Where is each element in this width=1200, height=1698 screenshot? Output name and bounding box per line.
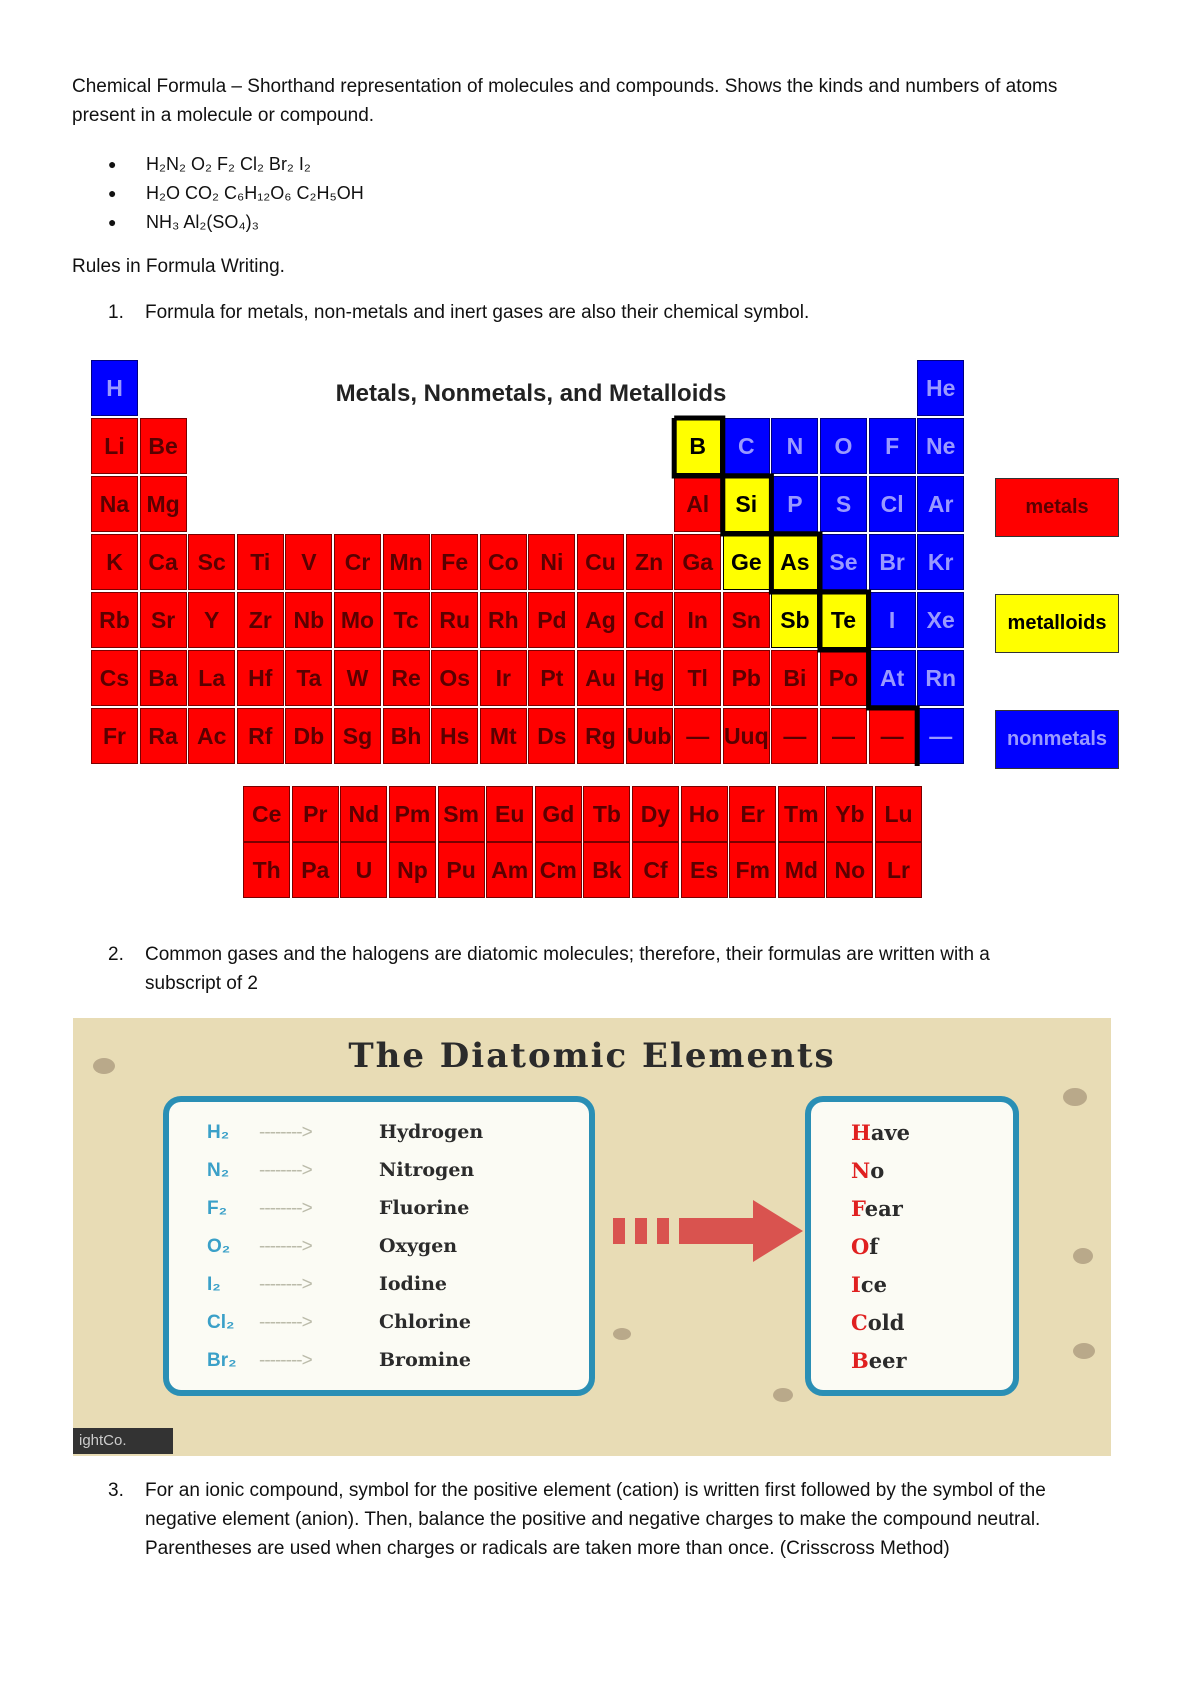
rule-3-number: 3. xyxy=(108,1480,124,1501)
element-cell: Sb xyxy=(771,592,818,648)
decor-blob xyxy=(1063,1088,1087,1106)
element-cell: Nb xyxy=(285,592,332,648)
element-cell: Pu xyxy=(438,842,485,898)
element-cell: Sc xyxy=(188,534,235,590)
element-cell: Sr xyxy=(140,592,187,648)
element-cell: Db xyxy=(285,708,332,764)
element-cell: Tl xyxy=(674,650,721,706)
element-cell: Eu xyxy=(486,786,533,842)
diatomic-name: Oxygen xyxy=(379,1235,458,1257)
diatomic-name: Bromine xyxy=(379,1349,471,1371)
diatomic-symbol: H₂ xyxy=(207,1122,230,1143)
diatomic-symbol: Br₂ xyxy=(207,1350,237,1371)
mnemonic-rest: ave xyxy=(870,1120,911,1145)
element-cell: Cm xyxy=(535,842,582,898)
rule-3-line-1: For an ionic compound, symbol for the positive element (cation) is written first followed by the symbol of the xyxy=(145,1480,1046,1501)
element-cell: Gd xyxy=(535,786,582,842)
element-cell: Kr xyxy=(917,534,964,590)
mnemonic-rest: eer xyxy=(868,1348,907,1373)
element-cell: Hf xyxy=(237,650,284,706)
element-cell: Cs xyxy=(91,650,138,706)
mnemonic-word xyxy=(851,1266,887,1303)
intro-line-2: present in a molecule or compound. xyxy=(72,105,375,126)
element-cell: P xyxy=(771,476,818,532)
element-cell: Se xyxy=(820,534,867,590)
element-cell: As xyxy=(771,534,818,590)
element-cell: Dy xyxy=(632,786,679,842)
element-cell: Rn xyxy=(917,650,964,706)
element-cell: Mo xyxy=(334,592,381,648)
element-cell: Cf xyxy=(632,842,679,898)
element-cell: Zr xyxy=(237,592,284,648)
element-cell: At xyxy=(869,650,916,706)
legend-metalloids: metalloids xyxy=(995,594,1119,653)
element-cell: Re xyxy=(383,650,430,706)
element-cell: Fr xyxy=(91,708,138,764)
diatomic-row xyxy=(169,1152,589,1189)
dotted-arrow-icon: --------> xyxy=(259,1312,312,1333)
element-cell: Be xyxy=(140,418,187,474)
diatomic-symbol: I₂ xyxy=(207,1274,221,1295)
element-cell: Ho xyxy=(681,786,728,842)
intro-line-1: Chemical Formula – Shorthand representation of molecules and compounds. Shows the kinds and numbers of atoms xyxy=(72,76,1058,97)
element-cell: La xyxy=(188,650,235,706)
element-cell: — xyxy=(917,708,964,764)
element-cell: Bh xyxy=(383,708,430,764)
element-cell: Cd xyxy=(626,592,673,648)
mnemonic-initial: H xyxy=(851,1120,871,1145)
element-cell: Ra xyxy=(140,708,187,764)
mnemonic-initial: I xyxy=(851,1272,861,1297)
periodic-table-figure xyxy=(91,360,1121,908)
diatomic-row xyxy=(169,1190,589,1227)
element-cell: — xyxy=(674,708,721,764)
decor-blob xyxy=(1073,1248,1093,1264)
element-cell: Bi xyxy=(771,650,818,706)
mnemonic-initial: F xyxy=(851,1196,865,1221)
legend-nonmetals: nonmetals xyxy=(995,710,1119,769)
bullet-text: H₂O CO₂ C₆H₁₂O₆ C₂H₅OH xyxy=(146,183,364,203)
element-cell: Ta xyxy=(285,650,332,706)
element-cell: Y xyxy=(188,592,235,648)
mnemonic-word xyxy=(851,1304,904,1341)
element-cell: Np xyxy=(389,842,436,898)
dotted-arrow-icon: --------> xyxy=(259,1350,312,1371)
element-cell: — xyxy=(869,708,916,764)
element-cell: Rf xyxy=(237,708,284,764)
element-cell: Sg xyxy=(334,708,381,764)
element-cell: Ac xyxy=(188,708,235,764)
mnemonic-word xyxy=(851,1190,903,1227)
bullet-text: H₂N₂ O₂ F₂ Cl₂ Br₂ I₂ xyxy=(146,154,311,174)
element-cell: Ds xyxy=(528,708,575,764)
decor-blob xyxy=(1073,1343,1095,1359)
element-cell: Te xyxy=(820,592,867,648)
element-cell: Ti xyxy=(237,534,284,590)
element-cell: Sn xyxy=(723,592,770,648)
mnemonic-initial: C xyxy=(851,1310,868,1335)
element-cell: Md xyxy=(778,842,825,898)
element-cell: Al xyxy=(674,476,721,532)
element-cell: W xyxy=(334,650,381,706)
element-cell: Hg xyxy=(626,650,673,706)
element-cell: O xyxy=(820,418,867,474)
element-cell: Tb xyxy=(583,786,630,842)
element-cell: Si xyxy=(723,476,770,532)
element-cell: N xyxy=(771,418,818,474)
rules-heading: Rules in Formula Writing. xyxy=(72,256,285,277)
element-cell: Lu xyxy=(875,786,922,842)
diatomic-symbol: O₂ xyxy=(207,1236,231,1257)
element-cell: Ir xyxy=(480,650,527,706)
bullet-icon: ● xyxy=(108,185,117,201)
decor-blob xyxy=(773,1388,793,1402)
element-cell: Yb xyxy=(826,786,873,842)
dotted-arrow-icon: --------> xyxy=(259,1160,312,1181)
element-cell: Pm xyxy=(389,786,436,842)
element-cell: Ba xyxy=(140,650,187,706)
periodic-table-title: Metals, Nonmetals, and Metalloids xyxy=(335,380,727,407)
mnemonic-rest: old xyxy=(867,1310,905,1335)
element-cell: Ni xyxy=(528,534,575,590)
element-cell: Nd xyxy=(340,786,387,842)
element-cell: V xyxy=(285,534,332,590)
element-cell: — xyxy=(820,708,867,764)
diatomic-list-box xyxy=(163,1096,595,1396)
rule-1-text: Formula for metals, non-metals and inert gases are also their chemical symbol. xyxy=(145,302,810,323)
element-cell: Lr xyxy=(875,842,922,898)
element-cell: Cr xyxy=(334,534,381,590)
element-cell: Pd xyxy=(528,592,575,648)
mnemonic-box xyxy=(805,1096,1019,1396)
element-cell: Tc xyxy=(383,592,430,648)
mnemonic-word xyxy=(851,1152,884,1189)
mnemonic-rest: o xyxy=(870,1158,885,1183)
element-cell: Th xyxy=(243,842,290,898)
element-cell: Hs xyxy=(431,708,478,764)
metalloid-boundary-line xyxy=(91,360,1121,908)
element-cell: Sm xyxy=(438,786,485,842)
mnemonic-initial: O xyxy=(851,1234,870,1259)
mnemonic-word xyxy=(851,1114,910,1151)
element-cell: Ce xyxy=(243,786,290,842)
mnemonic-word xyxy=(851,1228,878,1265)
mnemonic-rest: f xyxy=(869,1234,879,1259)
element-cell: Rh xyxy=(480,592,527,648)
element-cell: K xyxy=(91,534,138,590)
element-cell: I xyxy=(869,592,916,648)
element-cell: F xyxy=(869,418,916,474)
diatomic-row xyxy=(169,1114,589,1151)
element-cell: Zn xyxy=(626,534,673,590)
element-cell: Er xyxy=(729,786,776,842)
diatomic-symbol: N₂ xyxy=(207,1160,230,1181)
element-cell: Am xyxy=(486,842,533,898)
diatomic-title: The Diatomic Elements xyxy=(348,1036,836,1076)
diatomic-name: Chlorine xyxy=(379,1311,471,1333)
diatomic-row xyxy=(169,1266,589,1303)
diatomic-name: Hydrogen xyxy=(379,1121,484,1143)
dotted-arrow-icon: --------> xyxy=(259,1122,312,1143)
right-arrow-icon xyxy=(613,1198,813,1268)
mnemonic-word xyxy=(851,1342,907,1379)
element-cell: Mg xyxy=(140,476,187,532)
rule-1-number: 1. xyxy=(108,302,124,323)
element-cell: In xyxy=(674,592,721,648)
element-cell: Pb xyxy=(723,650,770,706)
element-cell: Br xyxy=(869,534,916,590)
element-cell: Es xyxy=(681,842,728,898)
rule-3-line-2: negative element (anion). Then, balance the positive and negative charges to make the compound neutral. xyxy=(145,1509,1041,1530)
rule-2-line-1: Common gases and the halogens are diatomic molecules; therefore, their formulas are written with a xyxy=(145,944,990,965)
element-cell: Co xyxy=(480,534,527,590)
bullet-icon: ● xyxy=(108,214,117,230)
bullet-icon: ● xyxy=(108,156,117,172)
mnemonic-rest: ce xyxy=(860,1272,887,1297)
element-cell: Xe xyxy=(917,592,964,648)
element-cell: Pr xyxy=(292,786,339,842)
element-cell: Ca xyxy=(140,534,187,590)
element-cell: C xyxy=(723,418,770,474)
dotted-arrow-icon: --------> xyxy=(259,1274,312,1295)
element-cell: Cl xyxy=(869,476,916,532)
element-cell: Po xyxy=(820,650,867,706)
element-cell: S xyxy=(820,476,867,532)
element-cell: Pa xyxy=(292,842,339,898)
element-cell: Ar xyxy=(917,476,964,532)
element-cell: Fe xyxy=(431,534,478,590)
element-cell: — xyxy=(771,708,818,764)
diatomic-symbol: F₂ xyxy=(207,1198,228,1219)
element-cell: Rb xyxy=(91,592,138,648)
element-cell: Fm xyxy=(729,842,776,898)
diatomic-row xyxy=(169,1304,589,1341)
mnemonic-rest: ear xyxy=(864,1196,903,1221)
diatomic-row xyxy=(169,1228,589,1265)
element-cell: B xyxy=(674,418,721,474)
element-cell: Ag xyxy=(577,592,624,648)
mnemonic-initial: B xyxy=(851,1348,869,1373)
element-cell: Au xyxy=(577,650,624,706)
rule-2-line-2: subscript of 2 xyxy=(145,973,258,994)
element-cell: Rg xyxy=(577,708,624,764)
diatomic-elements-figure xyxy=(73,1018,1111,1456)
element-cell: He xyxy=(917,360,964,416)
diatomic-row xyxy=(169,1342,589,1379)
element-cell: Bk xyxy=(583,842,630,898)
element-cell: Os xyxy=(431,650,478,706)
element-cell: Pt xyxy=(528,650,575,706)
diatomic-name: Iodine xyxy=(379,1273,447,1295)
element-cell: Cu xyxy=(577,534,624,590)
element-cell: No xyxy=(826,842,873,898)
dotted-arrow-icon: --------> xyxy=(259,1236,312,1257)
element-cell: Li xyxy=(91,418,138,474)
bullet-text: NH₃ Al₂(SO₄)₃ xyxy=(146,212,260,232)
diatomic-name: Fluorine xyxy=(379,1197,470,1219)
diatomic-symbol: Cl₂ xyxy=(207,1312,235,1333)
element-cell: Uub xyxy=(626,708,673,764)
diatomic-name: Nitrogen xyxy=(379,1159,475,1181)
mnemonic-initial: N xyxy=(851,1158,871,1183)
element-cell: Tm xyxy=(778,786,825,842)
source-watermark: ightCo. xyxy=(73,1428,173,1454)
rule-3-line-3: Parentheses are used when charges or radicals are taken more than once. (Crisscross Method) xyxy=(145,1538,950,1559)
element-cell: Na xyxy=(91,476,138,532)
decor-blob xyxy=(613,1328,631,1340)
element-cell: Ru xyxy=(431,592,478,648)
element-cell: Uuq xyxy=(723,708,770,764)
legend-metals: metals xyxy=(995,478,1119,537)
element-cell: Ne xyxy=(917,418,964,474)
rule-2-number: 2. xyxy=(108,944,124,965)
dotted-arrow-icon: --------> xyxy=(259,1198,312,1219)
element-cell: Mt xyxy=(480,708,527,764)
element-cell: H xyxy=(91,360,138,416)
element-cell: Ga xyxy=(674,534,721,590)
element-cell: Ge xyxy=(723,534,770,590)
element-cell: U xyxy=(340,842,387,898)
element-cell: Mn xyxy=(383,534,430,590)
